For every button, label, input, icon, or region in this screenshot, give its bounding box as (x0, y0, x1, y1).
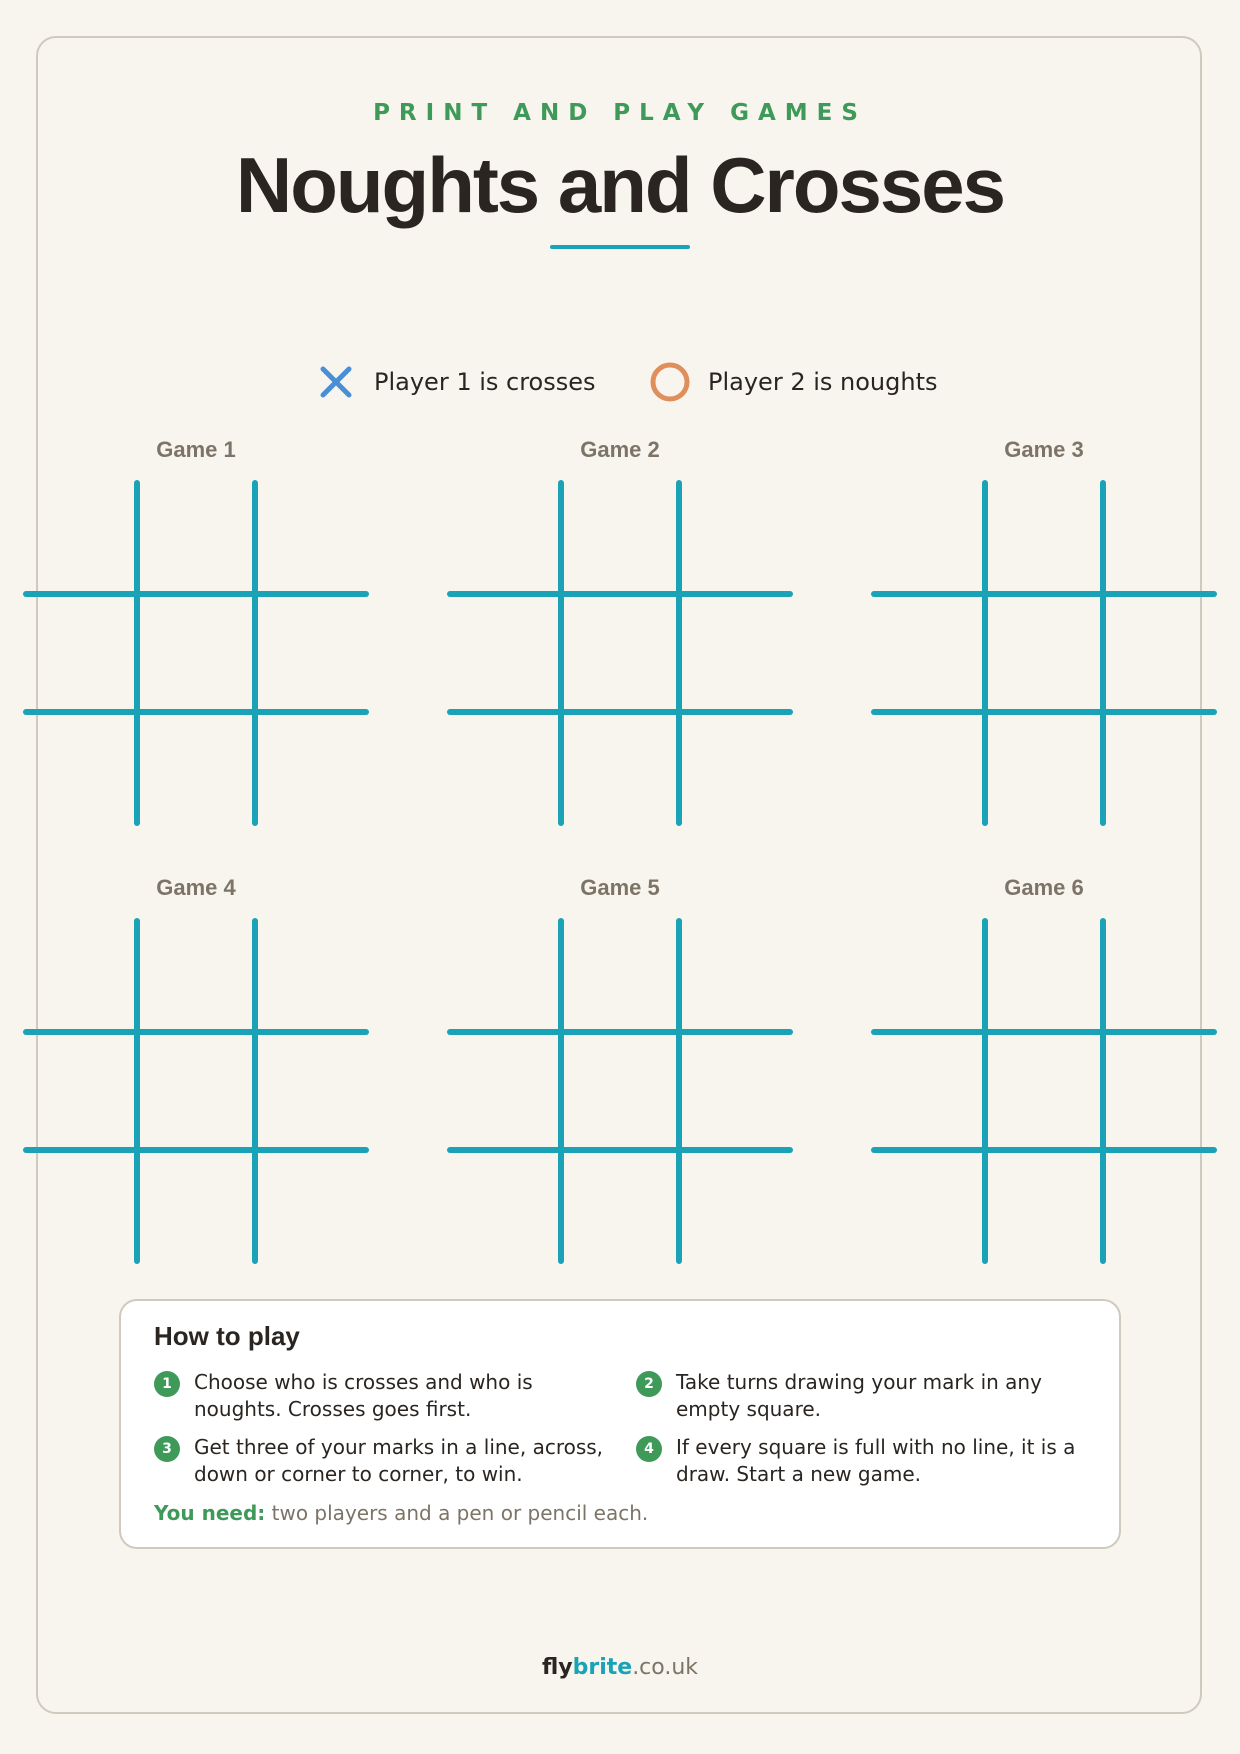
game-4-label: Game 4 (156, 875, 236, 900)
game-6-label: Game 6 (1004, 875, 1084, 900)
step-number-badge: 1 (154, 1371, 180, 1397)
how-to-play-panel (119, 1299, 1121, 1549)
logo-brite: brite (572, 1655, 633, 1680)
you-need-line (154, 1501, 648, 1525)
step-number-badge: 3 (154, 1436, 180, 1462)
game-1-board[interactable] (23, 480, 369, 826)
you-need-text: two players and a pen or pencil each. (271, 1501, 649, 1525)
logo-fly: fly (541, 1655, 573, 1680)
how-to-play-heading: How to play (154, 1321, 300, 1351)
game-5-label: Game 5 (580, 875, 660, 900)
legend-player-2 (648, 360, 937, 404)
title-underline (550, 245, 690, 249)
step-number-badge: 4 (636, 1436, 662, 1462)
game-2-label: Game 2 (580, 437, 660, 462)
step-text: Get three of your marks in a line, across, down or corner to corner, to win. (194, 1435, 604, 1486)
game-3-label: Game 3 (1004, 437, 1084, 462)
legend-player-1-label: Player 1 is crosses (374, 368, 596, 396)
legend-player-2-label: Player 2 is noughts (708, 368, 938, 396)
step-text: If every square is full with no line, it is a draw. Start a new game. (676, 1435, 1076, 1486)
game-2-board[interactable] (447, 480, 793, 826)
you-need-label: You need: (154, 1501, 266, 1525)
step-text: Take turns drawing your mark in any empty square. (676, 1370, 1042, 1421)
page-title: Noughts and Crosses (235, 141, 1005, 229)
footer-logo[interactable] (0, 1655, 1240, 1680)
eyebrow-text: PRINT AND PLAY GAMES (373, 100, 867, 126)
game-1-label: Game 1 (156, 437, 236, 462)
legend-player-1 (318, 360, 596, 404)
logo-domain: .co.uk (632, 1655, 699, 1680)
game-6-board[interactable] (871, 918, 1217, 1264)
cross-icon (318, 364, 354, 400)
nought-icon (648, 360, 692, 404)
game-3-board[interactable] (871, 480, 1217, 826)
game-4-board[interactable] (23, 918, 369, 1264)
step-text: Choose who is crosses and who is noughts. Crosses goes first. (194, 1370, 533, 1421)
step-number-badge: 2 (636, 1371, 662, 1397)
game-5-board[interactable] (447, 918, 793, 1264)
